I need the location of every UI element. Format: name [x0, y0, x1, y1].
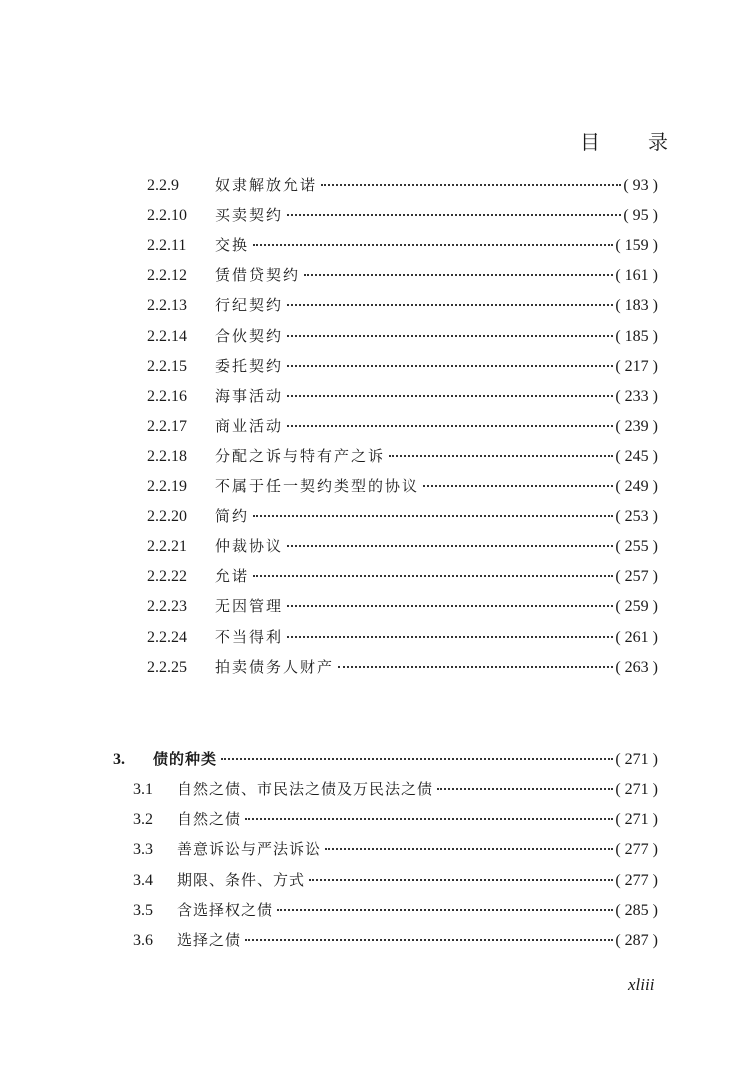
dot-leader	[287, 395, 613, 397]
dot-leader	[437, 788, 613, 790]
dot-leader	[423, 485, 613, 487]
dot-leader	[338, 666, 613, 668]
dot-leader	[304, 274, 613, 276]
entry-title: 商业活动	[215, 416, 284, 435]
dot-leader	[287, 545, 613, 547]
toc-entry	[147, 445, 658, 469]
entry-page-number: ( 277 )	[615, 871, 658, 889]
toc-entry	[147, 535, 658, 559]
toc-entry	[147, 325, 658, 349]
toc-entry	[133, 808, 658, 832]
dot-leader	[245, 818, 613, 820]
dot-leader	[253, 515, 613, 517]
toc-entry	[147, 204, 658, 228]
entry-title: 行纪契约	[215, 296, 284, 315]
section-page-number: ( 271 )	[615, 751, 658, 768]
entry-title: 无因管理	[215, 597, 284, 616]
dot-leader	[287, 605, 613, 607]
entry-number: 2.2.16	[147, 387, 187, 405]
footer-page-number: xliii	[628, 975, 655, 994]
entry-page-number: ( 245 )	[615, 447, 658, 465]
toc-entry	[133, 838, 658, 862]
entry-page-number: ( 285 )	[615, 901, 658, 919]
dot-leader	[245, 939, 613, 941]
dot-leader	[389, 455, 613, 457]
entry-number: 3.4	[133, 871, 153, 889]
entry-number: 2.2.18	[147, 447, 187, 465]
toc-entry	[147, 234, 658, 258]
entry-number: 2.2.19	[147, 478, 187, 495]
entry-title: 选择之债	[177, 931, 242, 949]
entry-page-number: ( 159 )	[615, 237, 658, 255]
entry-page-number: ( 255 )	[615, 538, 658, 556]
entry-number: 2.2.23	[147, 598, 187, 616]
toc-entry	[133, 899, 658, 923]
toc-entry	[147, 505, 658, 529]
entry-page-number: ( 263 )	[615, 658, 658, 676]
toc-entry	[147, 565, 658, 589]
entry-number: 3.3	[133, 841, 153, 859]
toc-entry	[147, 595, 658, 619]
entry-page-number: ( 249 )	[615, 478, 658, 495]
entry-page-number: ( 239 )	[615, 417, 658, 435]
dot-leader	[221, 758, 613, 760]
entry-number: 2.2.14	[147, 327, 187, 345]
section-title: 债的种类	[153, 750, 218, 768]
toc-entry	[147, 385, 658, 409]
entry-page-number: ( 259 )	[615, 598, 658, 616]
entry-page-number: ( 95 )	[623, 207, 658, 225]
entry-number: 2.2.25	[147, 658, 187, 676]
entry-page-number: ( 261 )	[615, 628, 658, 646]
entry-number: 2.2.15	[147, 357, 187, 375]
toc-entry	[147, 174, 658, 198]
entry-page-number: ( 257 )	[615, 568, 658, 586]
entry-title: 简约	[215, 507, 250, 526]
toc-entry	[147, 656, 658, 680]
entry-number: 3.5	[133, 901, 153, 919]
entry-page-number: ( 233 )	[615, 387, 658, 405]
entry-page-number: ( 277 )	[615, 841, 658, 859]
entry-page-number: ( 271 )	[615, 781, 658, 798]
section-number: 3.	[113, 751, 125, 768]
dot-leader	[309, 879, 613, 881]
entry-title: 合伙契约	[215, 326, 284, 345]
entry-number: 2.2.12	[147, 267, 187, 285]
entry-title: 仲裁协议	[215, 537, 284, 556]
dot-leader	[325, 848, 613, 850]
entry-title: 分配之诉与特有产之诉	[215, 446, 386, 465]
toc-entry	[147, 475, 658, 499]
entry-title: 含选择权之债	[177, 900, 274, 919]
entry-number: 3.2	[133, 811, 153, 829]
entry-number: 3.1	[133, 781, 153, 798]
entry-page-number: ( 253 )	[615, 508, 658, 526]
entry-number: 2.2.10	[147, 207, 187, 225]
entry-number: 2.2.21	[147, 538, 187, 556]
entry-title: 拍卖债务人财产	[215, 657, 335, 676]
entry-title: 赁借贷契约	[215, 266, 301, 285]
toc-entry	[133, 869, 658, 893]
toc-section-row	[113, 748, 658, 772]
dot-leader	[287, 304, 613, 306]
entry-title: 善意诉讼与严法诉讼	[177, 840, 322, 859]
entry-title: 奴隶解放允诺	[215, 176, 318, 194]
entry-page-number: ( 93 )	[623, 177, 658, 194]
dot-leader	[287, 214, 621, 216]
dot-leader	[277, 909, 613, 911]
entry-page-number: ( 217 )	[615, 357, 658, 375]
dot-leader	[287, 335, 613, 337]
entry-title: 自然之债	[177, 810, 242, 829]
dot-leader	[287, 636, 613, 638]
toc-entry	[133, 778, 658, 802]
toc-entry	[147, 355, 658, 379]
dot-leader	[253, 244, 613, 246]
toc-entry	[133, 929, 658, 953]
entry-number: 3.6	[133, 932, 153, 949]
toc-entry	[147, 264, 658, 288]
entry-number: 2.2.22	[147, 568, 187, 586]
entry-number: 2.2.20	[147, 508, 187, 526]
entry-page-number: ( 271 )	[615, 811, 658, 829]
entry-title: 买卖契约	[215, 206, 284, 225]
dot-leader	[287, 425, 613, 427]
entry-title: 期限、条件、方式	[177, 870, 306, 889]
dot-leader	[321, 184, 621, 186]
entry-page-number: ( 185 )	[615, 327, 658, 345]
toc-entry	[147, 626, 658, 650]
entry-number: 2.2.11	[147, 237, 187, 255]
toc-entry	[147, 415, 658, 439]
entry-title: 自然之债、市民法之债及万民法之债	[177, 780, 434, 798]
entry-title: 不属于任一契约类型的协议	[215, 477, 420, 495]
entry-number: 2.2.9	[147, 177, 179, 194]
dot-leader	[253, 575, 613, 577]
entry-number: 2.2.24	[147, 628, 187, 646]
entry-title: 海事活动	[215, 386, 284, 405]
entry-title: 委托契约	[215, 356, 284, 375]
entry-page-number: ( 161 )	[615, 267, 658, 285]
entry-title: 不当得利	[215, 627, 284, 646]
entry-title: 交换	[215, 236, 250, 255]
entry-title: 允诺	[215, 567, 250, 586]
entry-number: 2.2.17	[147, 417, 187, 435]
entry-number: 2.2.13	[147, 297, 187, 315]
toc-entry	[147, 294, 658, 318]
dot-leader	[287, 365, 613, 367]
entry-page-number: ( 287 )	[615, 932, 658, 949]
entry-page-number: ( 183 )	[615, 297, 658, 315]
page-title: 目 录	[580, 130, 682, 154]
